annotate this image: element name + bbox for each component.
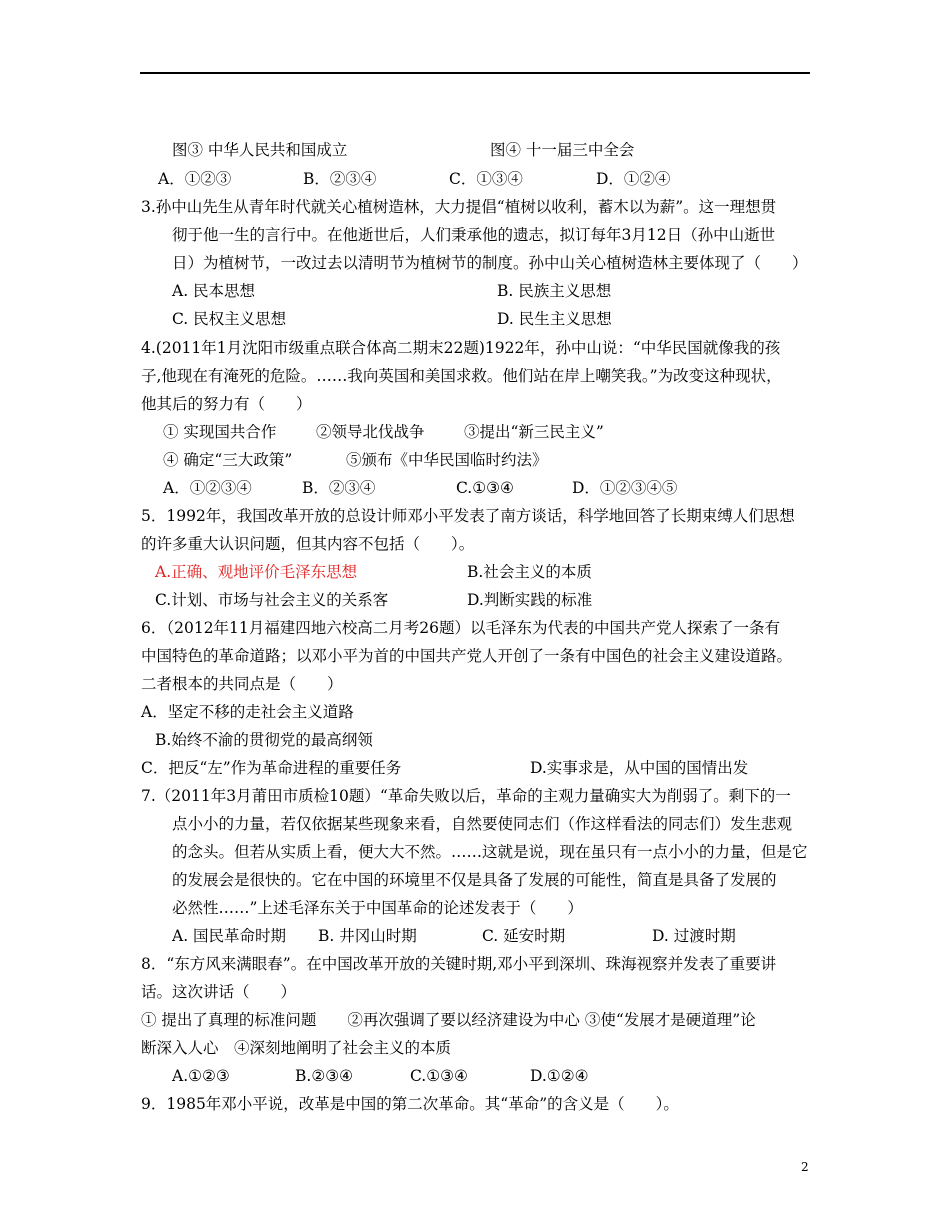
q5-option-c: C.计划、市场与社会主义的关系客 [155,591,389,609]
q4-item-5: ⑤颁布《中华民国临时约法》 [346,451,548,469]
q8-option-b: B.②③④ [295,1067,354,1085]
q7-option-d: D. 过渡时期 [652,927,736,945]
q4-option-a: A．①②③④ [163,479,252,497]
q3-stem-line: 3.孙中山先生从青年时代就关心植树造林，大力提倡“植树以收利，蓄木以为薪”。这一理想贯 [141,198,777,216]
q4-item-4: ④ 确定“三大政策” [163,451,293,469]
header-rule [140,72,810,74]
q5-stem-line: 5．1992年，我国改革开放的总设计师邓小平发表了南方谈话，科学地回答了长期束缚人们思想 [141,507,795,525]
q7-option-b: B. 井冈山时期 [318,927,417,945]
q2-option-d: D．①②④ [596,170,671,188]
q4-item-1: ① 实现国共合作 [163,423,277,441]
q3-option-a: A. 民本思想 [172,282,256,300]
fig4-caption: 图④ 十一届三中全会 [490,141,635,159]
q8-option-d: D.①②④ [530,1067,589,1085]
q3-stem-line: 日）为植树节，一改过去以清明节为植树节的制度。孙中山关心植树造林主要体现了（ ） [172,254,808,272]
q6-option-c: C．把反“左”作为革命进程的重要任务 [141,759,402,777]
q3-stem-line: 彻于他一生的言行中。在他逝世后，人们秉承他的遗志，拟订每年3月12日（孙中山逝世 [172,226,776,244]
q7-stem-line: 的发展会是很快的。它在中国的环境里不仅是具备了发展的可能性，简直是具备了发展的 [172,871,777,889]
q6-stem-line: 6．（2012年11月福建四地六校高二月考26题）以毛泽东为代表的中国共产党人探索了一条有 [141,619,781,637]
q4-option-d: D．①②③④⑤ [572,479,678,497]
q4-stem-line: 子,他现在有淹死的危险。……我向英国和美国求救。他们站在岸上嘲笑我。”为改变这种现状， [141,367,782,385]
q4-stem-line: 他其后的努力有（ ） [141,395,312,413]
q2-option-b: B．②③④ [303,170,377,188]
q5-stem-line: 的许多重大认识问题，但其内容不包括（ ）。 [141,535,475,553]
q8-items-line: ① 提出了真理的标准问题 ②再次强调了要以经济建设为中心 ③使“发展才是硬道理”论 [141,1011,756,1029]
q6-option-b: B.始终不渝的贯彻党的最高纲领 [155,731,373,749]
q9-stem-line: 9．1985年邓小平说，改革是中国的第二次革命。其“革命”的含义是（ ）。 [141,1095,679,1113]
q6-stem-line: 中国特色的革命道路；以邓小平为首的中国共产党人开创了一条有中国色的社会主义建设道路。 [141,647,793,665]
q7-option-c: C. 延安时期 [482,927,566,945]
q8-option-c: C.①③④ [410,1067,468,1085]
fig3-caption: 图③ 中华人民共和国成立 [172,141,348,159]
q7-option-a: A. 国民革命时期 [172,927,287,945]
q2-option-c: C．①③④ [449,170,523,188]
q4-item-3: ③提出“新三民主义” [464,423,604,441]
q7-stem-line: 点小小的力量，若仅依据某些现象来看，自然要使同志们（作这样看法的同志们）发生悲观 [172,815,793,833]
q3-option-c: C. 民权主义思想 [172,310,287,328]
q3-option-d: D. 民生主义思想 [497,310,612,328]
q7-stem-line: 的念头。但若从实质上看，便大大不然。……这就是说，现在虽只有一点小小的力量，但是它 [172,843,808,861]
q6-option-a: A．坚定不移的走社会主义道路 [141,703,354,721]
q3-option-b: B. 民族主义思想 [497,282,612,300]
q5-option-a-answer: A.正确、观地评价毛泽东思想 [155,563,358,581]
q4-stem-line: 4.(2011年1月沈阳市级重点联合体高二期末22题)1922年，孙中山说：“中华民国就像我的孩 [141,339,781,357]
q8-stem-line: 8．“东方风来满眼春”。在中国改革开放的关键时期,邓小平到深圳、珠海视察并发表了重要讲 [141,955,777,973]
q7-stem-line: 必然性……”上述毛泽东关于中国革命的论述发表于（ ） [172,899,583,917]
page-number: 2 [801,1160,809,1174]
q6-stem-line: 二者根本的共同点是（ ） [141,675,343,693]
q4-item-2: ②领导北伐战争 [316,423,425,441]
q5-option-d: D.判断实践的标准 [467,591,593,609]
q4-option-b: B．②③④ [302,479,376,497]
q4-option-c: C.①③④ [456,479,514,497]
q8-option-a: A.①②③ [172,1067,230,1085]
q7-stem-line: 7.（2011年3月莆田市质检10题）“革命失败以后，革命的主观力量确实大为削弱了。剩下的一 [141,787,791,805]
q8-items-line: 断深入人心 ④深刻地阐明了社会主义的本质 [141,1039,452,1057]
q6-option-d: D.实事求是，从中国的国情出发 [530,759,749,777]
q8-stem-line: 话。这次讲话（ ） [141,983,297,1001]
q2-option-a: A．①②③ [158,170,232,188]
q5-option-b: B.社会主义的本质 [467,563,592,581]
